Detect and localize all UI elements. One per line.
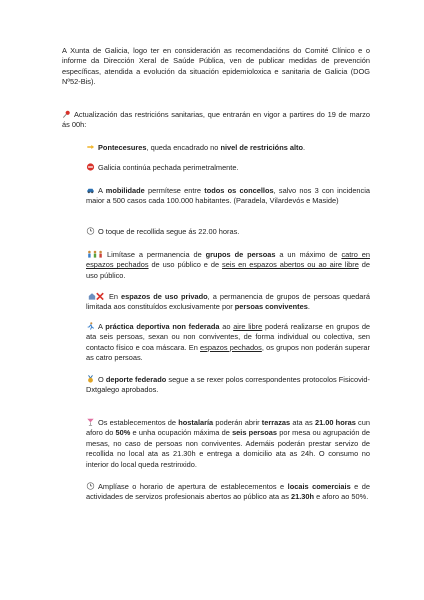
list-item-groups: Limítase a permanencia de grupos de persoas a un máximo de catro en espazos pechados de uso público e de seis en espazos abertos ou ao aire libre de uso público. (86, 250, 370, 280)
list-item-commerce: Amplíase o horario de apertura de establecementos e locais comerciais e de actividades de servizos profesionais abertos ao público ata as 21.30h e aforo ao 50%. (86, 482, 370, 502)
list-item-curfew: O toque de recollida segue ás 22.00 horas. (86, 227, 370, 237)
update-paragraph: Actualización das restricións sanitarias, que entrarán en vigor a partires do 19 de marzo ás 00h: (62, 110, 370, 130)
list-item-hospitality: Os establecementos de hostalaría poderán abrir terrazas ata as 21.00 horas cun aforo do 50% e unha ocupación máxima de seis persoas por mesa ou agrupación de mesas, no caso de persoas non conviventes. Ademáis poderán prestar servizo de recollida no local ata as 21.30h e entrega a domicilio ata as 24h. O consumo no interior do local queda restrinxido. (86, 418, 370, 469)
medal-icon (86, 375, 95, 383)
list-item-sport-nonfederated: A práctica deportiva non federada ao aire libre poderá realizarse en grupos de ata seis persoas, sexan ou non conviventes, de forma individual ou colectiva, sen contacto físico e coa máscara. En espazos pechados, os grupos non poderán superar as catro persoas. (86, 322, 371, 363)
list-item-level: Pontecesures, queda encadrado no nivel de restricións alto. (86, 143, 370, 153)
list-item-private: En espazos de uso privado, a permanencia de grupos de persoas quedará limitada aos constituídos exclusivamente por persoas conviventes. (86, 292, 370, 312)
car-icon (86, 186, 95, 194)
house-cross-icon (86, 292, 106, 300)
pushpin-icon (62, 110, 71, 118)
list-item-mobility: A mobilidade permítese entre todos os concellos, salvo nos 3 con incidencia maior a 500 casos cada 100.000 habitantes. (Paradela, Vilardevós e Maside) (86, 186, 370, 206)
list-item-perimeter: Galicia continúa pechada perimetralmente. (86, 163, 370, 173)
clock-icon (86, 227, 95, 235)
cocktail-icon (86, 418, 95, 426)
clock-icon (86, 482, 95, 490)
list-item-sport-federated: O deporte federado segue a se rexer polos correspondentes protocolos Fisicovid-Dxtgalego aprobados. (86, 375, 370, 395)
intro-paragraph: A Xunta de Galicia, logo ter en consideración as recomendacións do Comité Clínico e o informe da Dirección Xeral de Saúde Pública, ven de publicar medidas de prevención específicas, atendida a evolución da situación epidemioloxica e sanitaria de Galicia (DOG Nº52-Bis). (62, 46, 370, 87)
pointing-hand-icon (86, 143, 95, 151)
people-icon (86, 250, 104, 258)
no-entry-icon (86, 163, 95, 171)
runner-icon (86, 322, 95, 330)
